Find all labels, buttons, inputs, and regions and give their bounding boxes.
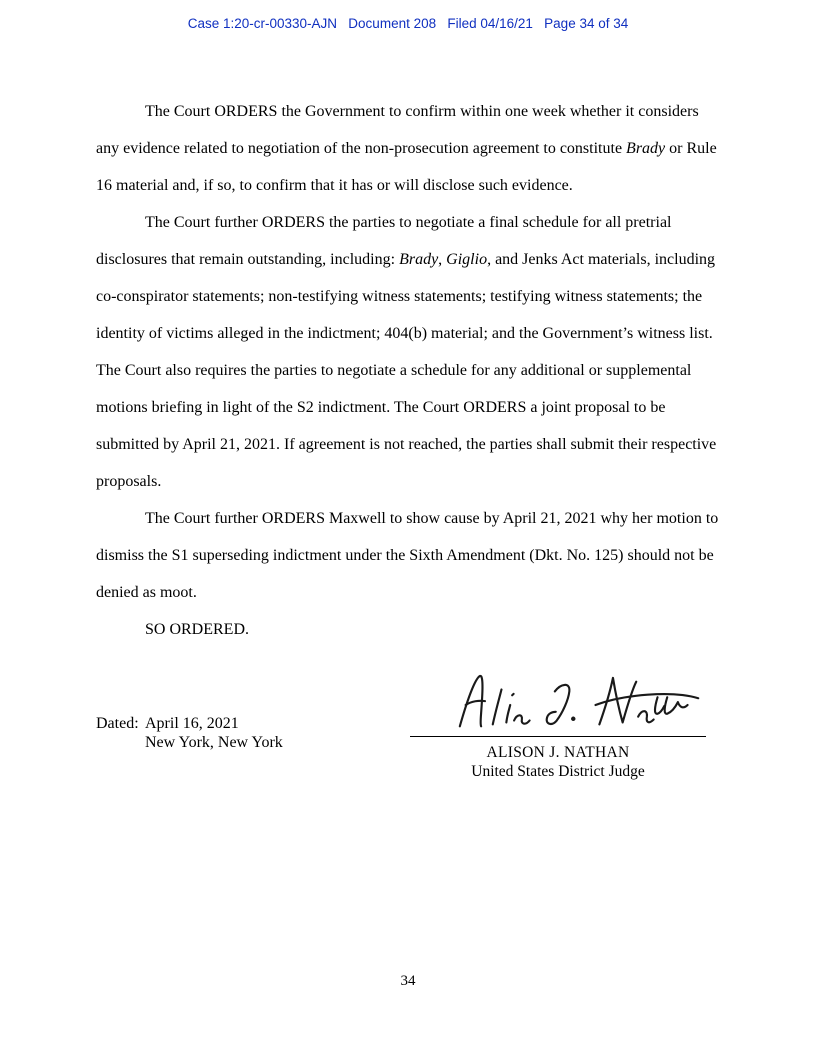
text-run: , and Jenks Act materials, including co-conspirator statements; non-testifying witness statements; testifying witness statements; the identity of victims alleged in the indictment; 404(b) material; and the Government’s witness list. The Court also requires the parties to negotiate a schedule for any additional or supplemental motions briefing in light of the S2 indictment. The Court ORDERS a joint proposal to be submitted by April 21, 2021. If agreement is not reached, the parties shall submit their respective proposals. xyxy=(96,251,717,490)
case-name-giglio: Giglio xyxy=(446,251,488,268)
signature-block xyxy=(410,666,706,781)
dated-label: Dated: xyxy=(96,715,139,732)
dated-place: New York, New York xyxy=(145,734,283,751)
judge-title: United States District Judge xyxy=(471,763,645,780)
judge-name: ALISON J. NATHAN xyxy=(486,744,630,761)
text-run: The Court further ORDERS the parties to negotiate a final schedule for all pretrial disclosures that remain outstanding, including: xyxy=(96,214,672,268)
document-body xyxy=(96,93,720,648)
case-name-brady: Brady xyxy=(626,140,666,157)
paragraph-orders-government xyxy=(96,93,720,204)
judge-signature-icon xyxy=(454,666,706,744)
dated-block xyxy=(96,714,283,752)
text-run: , xyxy=(438,251,447,268)
text-run: or Rule 16 material and, if so, to confirm that it has or will disclose such evidence. xyxy=(96,140,717,194)
dated-lines xyxy=(145,714,283,752)
signature-line xyxy=(410,736,706,737)
case-name-brady: Brady xyxy=(399,251,439,268)
page-number: 34 xyxy=(400,973,416,989)
paragraph-pretrial-schedule xyxy=(96,204,720,500)
court-filing-stamp: Case 1:20-cr-00330-AJN Document 208 Filed 04/16/21 Page 34 of 34 xyxy=(187,16,629,31)
signature-area xyxy=(96,648,720,838)
text-run: The Court ORDERS the Government to confirm within one week whether it considers any evidence related to negotiation of the non-prosecution agreement to constitute xyxy=(96,103,699,157)
dated-date: April 16, 2021 xyxy=(145,715,239,732)
so-ordered-line: SO ORDERED. xyxy=(145,621,250,638)
paragraph-show-cause: The Court further ORDERS Maxwell to show cause by April 21, 2021 why her motion to dismiss the S1 superseding indictment under the Sixth Amendment (Dkt. No. 125) should not be denied as moot. xyxy=(96,510,719,601)
